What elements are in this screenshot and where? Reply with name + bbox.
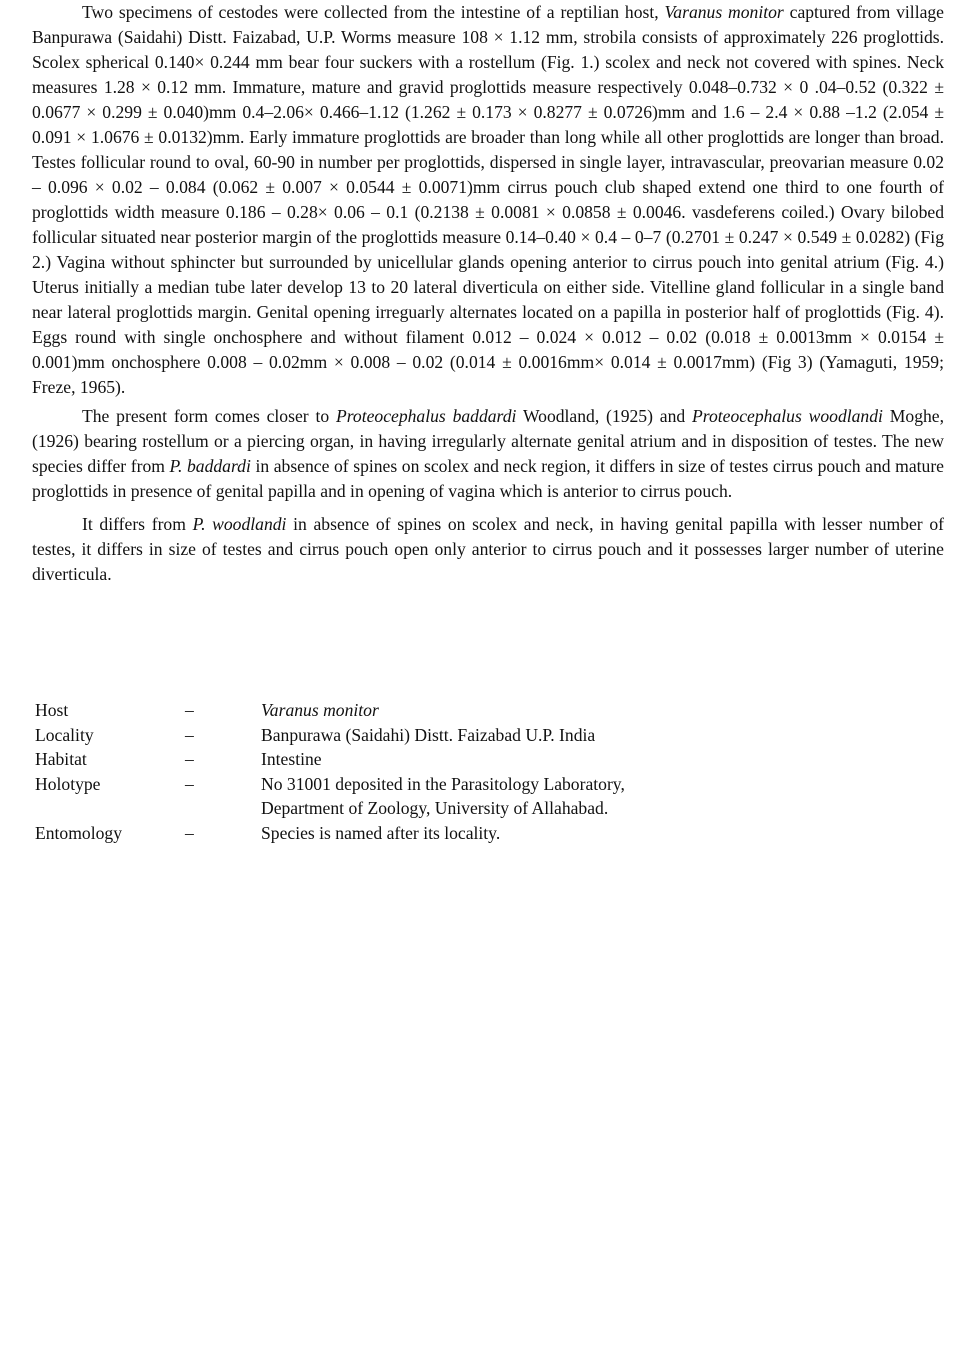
- metadata-label: Habitat: [35, 749, 87, 769]
- metadata-dash: –: [185, 822, 194, 843]
- metadata-row-entomology: [35, 821, 755, 846]
- text-run: It differs from: [82, 514, 193, 534]
- text-run: Woodland, (1925) and: [516, 406, 693, 426]
- text-run: captured from village Banpurawa (Saidahi) Distt. Faizabad, U.P. Worms measure 108 × 1.12 mm, strobila consists of approximately 226 proglottids. Scolex spherical 0.140× 0.244 mm bear four suckers with a rostellum (Fig. 1.) scolex and neck not covered with spines. Neck measures 1.28 × 0.12 mm. Immature, mature and gravid proglottids measure respectively 0.048–0.732 × 0 .04–0.52 (0.322 ± 0.0677 × 0.299 ± 0.040)mm 0.4–2.06× 0.466–1.12 (1.262 ± 0.173 × 0.8277 ± 0.0726)mm and 1.6 – 2.4 × 0.88 –1.2 (2.054 ± 0.091 × 1.0676 ± 0.0132)mm. Early immature proglottids are broader than long while all other proglottids are longer than broad. Testes follicular round to oval, 60-90 in number per proglottids, dispersed in single layer, intravascular, preovarian measure 0.02 – 0.096 × 0.02 – 0.084 (0.062 ± 0.007 × 0.0544 ± 0.0071)mm cirrus pouch club shaped extend one third to one fourth of proglottids width measure 0.186 – 0.28× 0.06 – 0.1 (0.2138 ± 0.0081 × 0.0858 ± 0.0046. vasdeferens coiled.) Ovary bilobed follicular situated near posterior margin of the proglottids measure 0.14–0.40 × 0.4 – 0–7 (0.2701 ± 0.247 × 0.549 ± 0.0282) (Fig 2.) Vagina without sphincter but surrounded by unicellular glands opening anterior to cirrus pouch into genital atrium (Fig. 4.) Uterus initially a median tube later develop 13 to 20 lateral diverticula on either side. Vitelline gland follicular in a single band near lateral proglottids margin. Genital opening irreguarly alternates located on a papilla in posterior half of proglottids (Fig. 4). Eggs round with single onchosphere and without filament 0.012 – 0.024 × 0.012 – 0.02 (0.018 ± 0.0013mm × 0.0154 ± 0.001)mm onchosphere 0.008 – 0.02mm × 0.008 – 0.02 (0.014 ± 0.0016mm× 0.014 ± 0.0017mm) (Fig 3) (Yamaguti, 1959; Freze, 1965).: [32, 2, 944, 397]
- metadata-value: Banpurawa (Saidahi) Distt. Faizabad U.P. India: [261, 724, 596, 745]
- metadata-label: Holotype: [35, 773, 101, 794]
- metadata-value: Species is named after its locality.: [261, 822, 501, 843]
- text-run: in absence of spines on scolex and neck, in having genital papilla with lesser number of testes, it differs in size of testes and cirrus pouch open only anterior to cirrus pouch and it possesses larger number of uterine diverticula.: [32, 514, 944, 584]
- metadata-value: Varanus monitor: [261, 700, 379, 720]
- metadata-row-locality: [35, 723, 755, 748]
- body-text: [32, 0, 944, 587]
- metadata-row-host: [35, 698, 755, 723]
- text-run: The present form comes closer to: [82, 406, 336, 426]
- metadata-label: Locality: [35, 724, 94, 745]
- species-name: Proteocephalus baddardi: [335, 406, 517, 426]
- text-run: Moghe, (1926) bearing rostellum or a piercing organ, in having irregularly alternate genital atrium and in disposition of testes. The new species differ from: [32, 406, 944, 476]
- metadata-dash: –: [185, 724, 194, 745]
- metadata-label: Host: [35, 700, 69, 720]
- metadata-dash: –: [185, 749, 194, 769]
- species-name: Proteocephalus woodlandi: [692, 406, 883, 426]
- metadata-value: Intestine: [261, 749, 322, 769]
- metadata-row-holotype: [35, 772, 755, 821]
- description-paragraph: [32, 0, 944, 400]
- metadata-dash: –: [185, 773, 194, 794]
- metadata-row-habitat: [35, 747, 755, 772]
- metadata-value: No 31001 deposited in the Parasitology Laboratory, Department of Zoology, University of Allahabad.: [261, 773, 625, 818]
- comparison-paragraph: [32, 404, 944, 504]
- host-species-name: Varanus monitor: [664, 2, 784, 22]
- metadata-dash: –: [185, 700, 194, 720]
- species-name: P. woodlandi: [192, 514, 287, 534]
- text-run: in absence of spines on scolex and neck region, it differs in size of testes cirrus pouch and mature proglottids in presence of genital papilla and in opening of vagina which is anterior to cirrus pouch.: [32, 456, 944, 501]
- species-name: P. baddardi: [169, 456, 251, 476]
- specimen-metadata: [35, 698, 755, 845]
- metadata-label: Entomology: [35, 822, 122, 843]
- text-run: Two specimens of cestodes were collected from the intestine of a reptilian host,: [82, 2, 665, 22]
- differences-paragraph: [32, 512, 944, 587]
